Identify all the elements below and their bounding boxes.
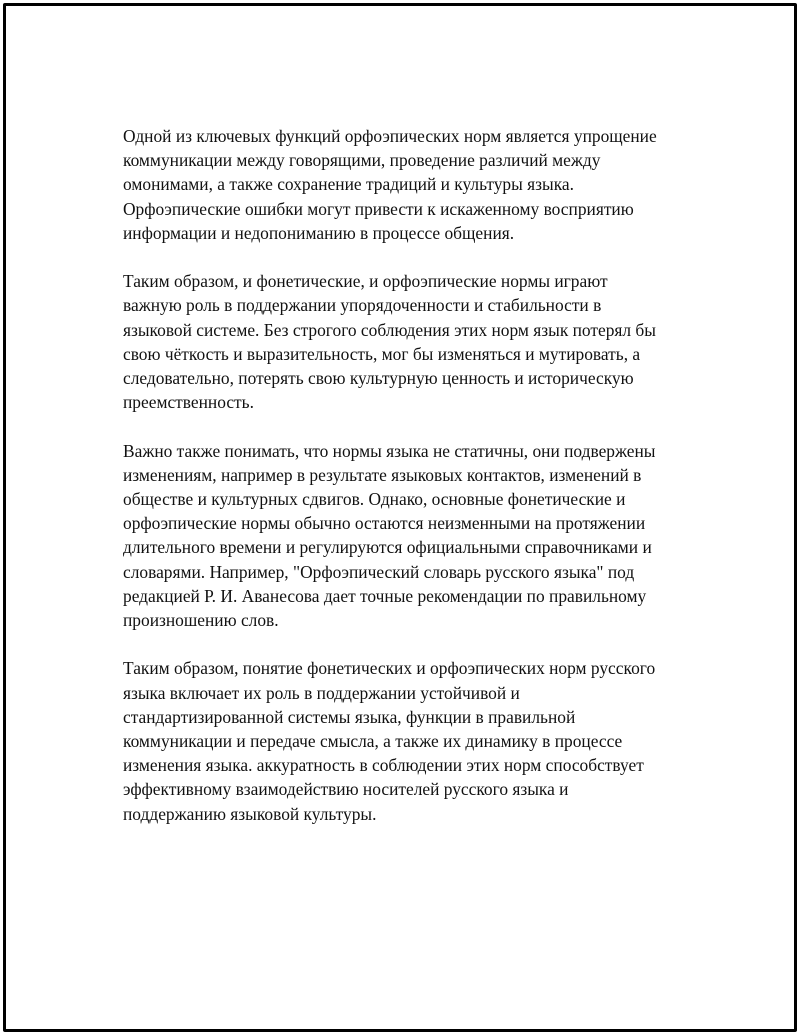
text-line: эффективному взаимодействию носителей русского языка и — [123, 779, 569, 800]
text-line: поддержанию языковой культуры. — [123, 803, 377, 824]
text-line: словарями. Например, "Орфоэпический словарь русского языка" под — [123, 561, 635, 582]
text-line: языка включает их роль в поддержании устойчивой и — [123, 682, 520, 703]
text-line: информации и недопониманию в процессе общения. — [123, 222, 515, 243]
text-line: орфоэпические нормы обычно остаются неизменными на протяжении — [123, 513, 646, 534]
text-line: Важно также понимать, что нормы языка не статичны, они подвержены — [123, 440, 656, 461]
paragraph-2 — [123, 269, 693, 414]
text-line: важную роль в поддержании упорядоченности и стабильности в — [123, 295, 602, 316]
paragraph-1 — [123, 124, 693, 245]
text-line: омонимами, а также сохранение традиций и культуры языка. — [123, 174, 574, 195]
text-line: свою чёткость и выразительность, мог бы изменяться и мутировать, а — [123, 343, 641, 364]
text-line: Одной из ключевых функций орфоэпических норм является упрощение — [123, 126, 657, 146]
text-line: произношению слов. — [123, 610, 279, 631]
text-line: Орфоэпические ошибки могут привести к искаженному восприятию — [123, 198, 634, 219]
text-line: обществе и культурных сдвигов. Однако, основные фонетические и — [123, 489, 626, 510]
paragraph-3 — [123, 439, 693, 633]
text-line: языковой системе. Без строгого соблюдения этих норм язык потерял бы — [123, 319, 656, 340]
text-line: следовательно, потерять свою культурную ценность и историческую — [123, 368, 634, 389]
document-page — [3, 3, 797, 1032]
document-body — [123, 124, 693, 850]
text-line: коммуникации и передаче смысла, а также их динамику в процессе — [123, 731, 623, 752]
text-line: Таким образом, понятие фонетических и орфоэпических норм русского — [123, 658, 656, 679]
text-line: редакцией Р. И. Аванесова дает точные рекомендации по правильному — [123, 585, 647, 606]
text-line: стандартизированной системы языка, функции в правильной — [123, 706, 576, 727]
text-line: преемственность. — [123, 392, 254, 413]
text-line: изменения языка. аккуратность в соблюдении этих норм способствует — [123, 755, 644, 776]
text-line: изменениям, например в результате языковых контактов, изменений в — [123, 464, 642, 485]
text-line: Таким образом, и фонетические, и орфоэпические нормы играют — [123, 271, 608, 292]
paragraph-4 — [123, 656, 693, 825]
text-line: коммуникации между говорящими, проведение различий между — [123, 150, 601, 171]
text-line: длительного времени и регулируются официальными справочниками и — [123, 537, 652, 558]
